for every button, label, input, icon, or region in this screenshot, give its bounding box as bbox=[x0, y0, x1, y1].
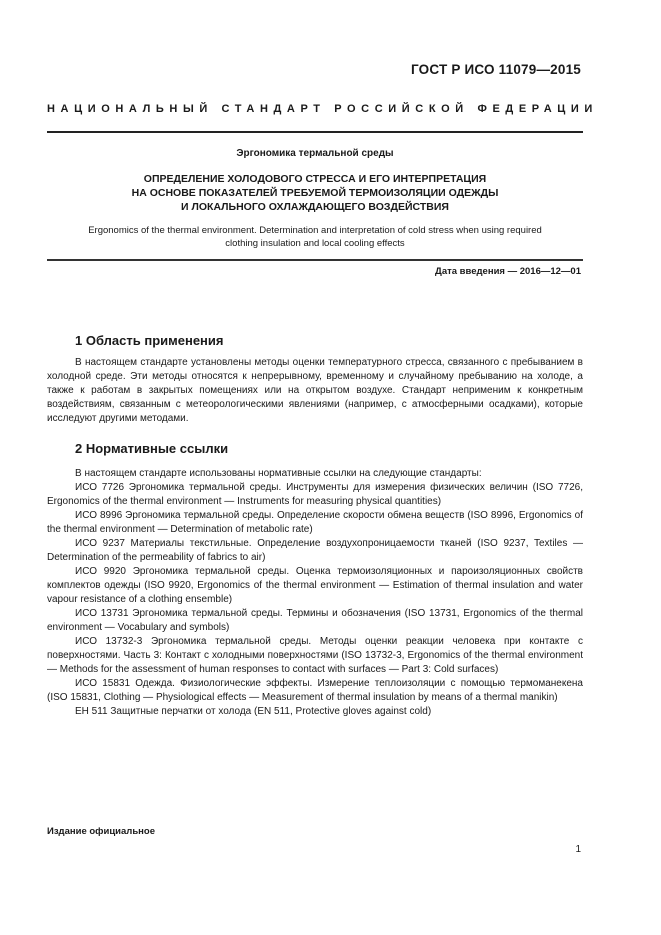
references-intro: В настоящем стандарте использованы нормативные ссылки на следующие стандарты: bbox=[75, 468, 482, 479]
section-1-paragraph: В настоящем стандарте установлены методы оценки температурного стресса, связанного с пребыванием в холодной среде. Эти методы относятся к непрерывному, временному и случайному пребыванию на холоде, а также к работам в закрытых помещениях или на открытом воздухе. Стандарт неприменим к конкретным воздействиям, связанным с метеорологическими явлениями (например, с атмосферными осадками), которые исследуют другими методами. bbox=[47, 357, 583, 424]
title-line-3: И ЛОКАЛЬНОГО ОХЛАЖДАЮЩЕГО ВОЗДЕЙСТВИЯ bbox=[181, 201, 449, 213]
introduction-date: Дата введения — 2016—12—01 bbox=[435, 266, 581, 277]
title-line-1: ОПРЕДЕЛЕНИЕ ХОЛОДОВОГО СТРЕССА И ЕГО ИНТЕРПРЕТАЦИЯ bbox=[143, 173, 487, 185]
english-title bbox=[47, 224, 583, 250]
official-edition-label: Издание официальное bbox=[47, 826, 155, 837]
reference-item: ИСО 7726 Эргономика термальной среды. Инструменты для измерения физических величин (ISO 7726, Ergonomics of the thermal environment — Instruments for measuring physical quantities) bbox=[47, 482, 583, 507]
normative-references bbox=[47, 467, 583, 719]
reference-item: ИСО 13732-3 Эргономика термальной среды. Методы оценки реакции человека при контакте с поверхностями. Часть 3: Контакт с холодными поверхностями (ISO 13732-3, Ergonomics of the thermal environment — Methods for the assessment of human responses to contact with surfaces — Part 3: Cold surfaces) bbox=[47, 636, 583, 675]
english-title-line-1: Ergonomics of the thermal environment. Determination and interpretation of cold stress when using required bbox=[88, 225, 542, 236]
reference-item: ИСО 15831 Одежда. Физиологические эффекты. Измерение теплоизоляции с помощью термоманекена (ISO 15831, Clothing — Physiological effects — Measurement of thermal insulation by means of a thermal manikin) bbox=[47, 678, 583, 703]
reference-item: ЕН 511 Защитные перчатки от холода (EN 511, Protective gloves against cold) bbox=[75, 706, 432, 717]
title-divider bbox=[47, 259, 583, 261]
reference-item: ИСО 13731 Эргономика термальной среды. Термины и обозначения (ISO 13731, Ergonomics of the thermal environment — Vocabulary and symbols) bbox=[47, 608, 583, 633]
section-1-heading: 1 Область применения bbox=[75, 333, 224, 348]
reference-item: ИСО 9237 Материалы текстильные. Определение воздухопроницаемости тканей (ISO 9237, Textiles — Determination of the permeability of fabrics to air) bbox=[47, 538, 583, 563]
reference-item: ИСО 8996 Эргономика термальной среды. Определение скорости обмена веществ (ISO 8996, Ergonomics of the thermal environment — Determination of metabolic rate) bbox=[47, 510, 583, 535]
page-number: 1 bbox=[575, 844, 581, 855]
national-standard-banner: НАЦИОНАЛЬНЫЙ СТАНДАРТ РОССИЙСКОЙ ФЕДЕРАЦИИ bbox=[47, 103, 598, 115]
title-line-2: НА ОСНОВЕ ПОКАЗАТЕЛЕЙ ТРЕБУЕМОЙ ТЕРМОИЗОЛЯЦИИ ОДЕЖДЫ bbox=[131, 187, 499, 199]
section-1-body bbox=[47, 356, 583, 426]
header-divider bbox=[47, 131, 583, 133]
section-2-heading: 2 Нормативные ссылки bbox=[75, 441, 229, 456]
reference-item: ИСО 9920 Эргономика термальной среды. Оценка термоизоляционных и паpоизоляционных свойств комплектов одежды (ISO 9920, Ergonomics of the thermal environment — Estimation of thermal insulation and water vapour resistance of a clothing ensemble) bbox=[47, 566, 583, 605]
document-code: ГОСТ Р ИСО 11079—2015 bbox=[410, 62, 581, 77]
document-subtitle: Эргономика термальной среды bbox=[236, 148, 394, 159]
document-title bbox=[47, 172, 583, 214]
english-title-line-2: clothing insulation and local cooling effects bbox=[225, 238, 405, 249]
